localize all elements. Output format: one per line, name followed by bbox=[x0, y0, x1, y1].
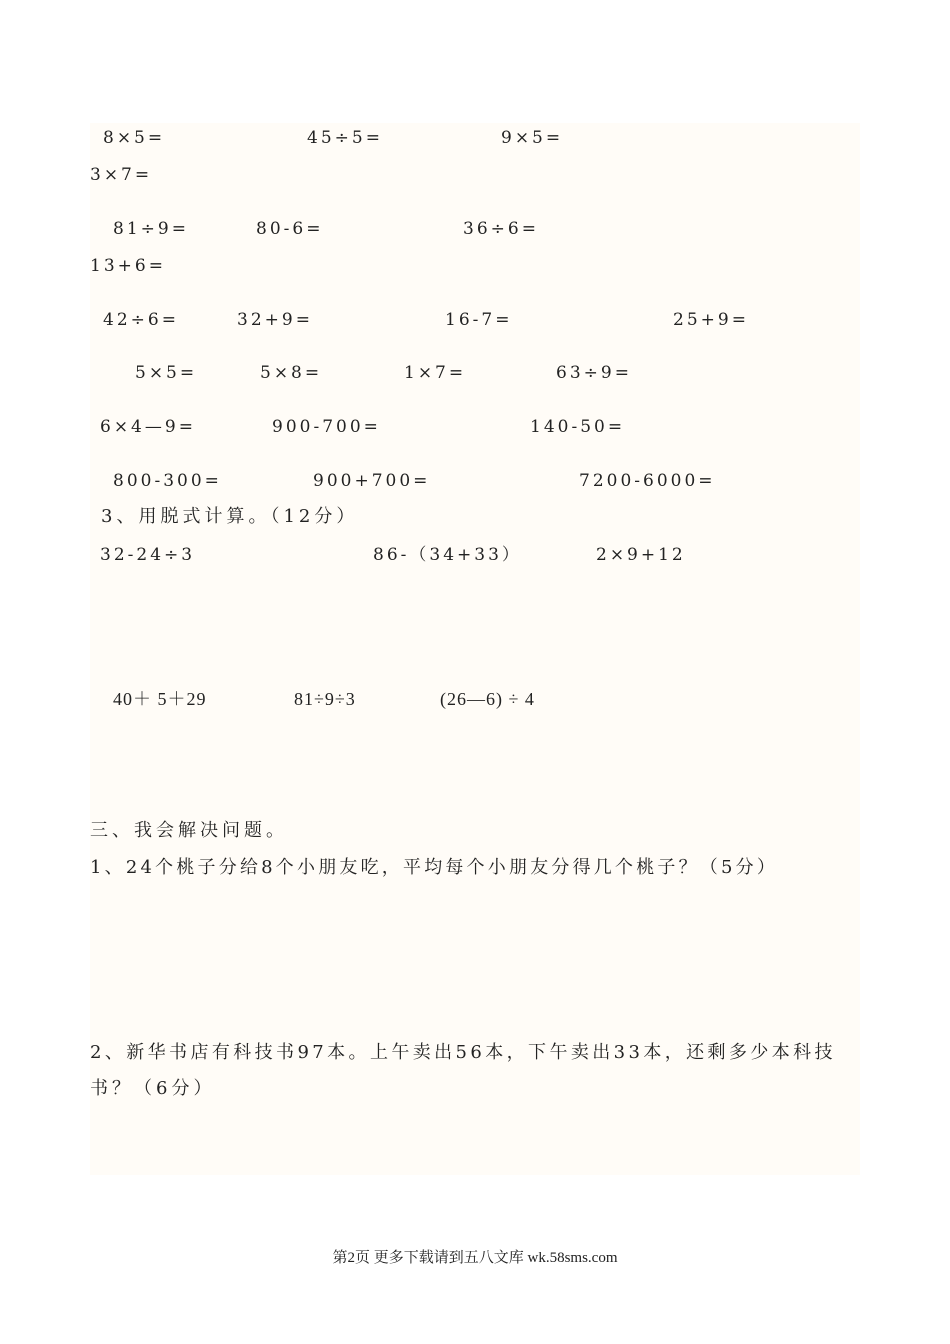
question-2-cont: 书？（6分） bbox=[90, 1078, 216, 1099]
stepwise-item: 32-24÷3 bbox=[100, 545, 196, 565]
oral-item: 900+700= bbox=[313, 471, 431, 491]
oral-item: 36÷6= bbox=[463, 219, 539, 239]
oral-item: 7200-6000= bbox=[579, 471, 716, 491]
oral-item: 9×5= bbox=[501, 128, 564, 148]
oral-item: 63÷9= bbox=[556, 363, 632, 383]
stepwise-item: 2×9+12 bbox=[596, 545, 686, 565]
question-2: 2、新华书店有科技书97本。上午卖出56本，下午卖出33本，还剩多少本科技 bbox=[90, 1042, 836, 1063]
oral-item: 5×5= bbox=[135, 363, 198, 383]
oral-item: 32+9= bbox=[237, 310, 313, 330]
oral-item: 140-50= bbox=[530, 417, 626, 437]
oral-item: 81÷9= bbox=[113, 219, 189, 239]
oral-item: 45÷5= bbox=[307, 128, 383, 148]
oral-item: 900-700= bbox=[272, 417, 381, 437]
oral-item: 1×7= bbox=[404, 363, 467, 383]
oral-item: 3×7= bbox=[90, 165, 153, 185]
oral-item: 25+9= bbox=[673, 310, 749, 330]
oral-item: 800-300= bbox=[113, 471, 222, 491]
oral-item: 5×8= bbox=[260, 363, 323, 383]
stepwise-item: 81÷9÷3 bbox=[294, 689, 356, 709]
oral-item: 16-7= bbox=[445, 310, 513, 330]
oral-item: 80-6= bbox=[256, 219, 324, 239]
stepwise-item: (26—6) ÷ 4 bbox=[440, 689, 535, 709]
worksheet-area bbox=[90, 123, 860, 1175]
oral-item: 42÷6= bbox=[103, 310, 179, 330]
oral-item: 8×5= bbox=[103, 128, 166, 148]
oral-item: 6×4—9= bbox=[100, 417, 196, 437]
question-1: 1、24个桃子分给8个小朋友吃，平均每个小朋友分得几个桃子？（5分） bbox=[90, 857, 779, 878]
stepwise-item: 40＋ 5＋29 bbox=[113, 689, 207, 709]
section-title: 3、用脱式计算。（12分） bbox=[101, 506, 359, 527]
stepwise-item: 86-（34+33） bbox=[373, 545, 522, 565]
oral-item: 13+6= bbox=[90, 256, 166, 276]
page-footer: 第2页 更多下载请到五八文库 wk.58sms.com bbox=[332, 1250, 618, 1266]
part-heading: 三、我会解决问题。 bbox=[90, 820, 288, 841]
